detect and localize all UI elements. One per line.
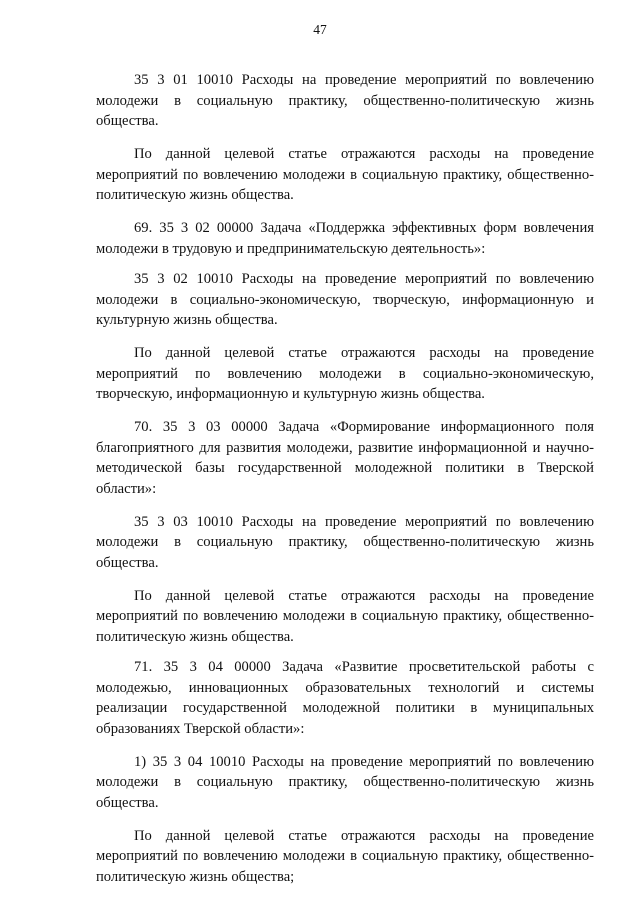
paragraph-8: По данной целевой статье отражаются расходы на проведение мероприятий по вовлечению молодежи в социальную практику, общественно-политическую жизнь общества. bbox=[96, 587, 594, 645]
paragraph-1: 35 3 01 10010 Расходы на проведение мероприятий по вовлечению молодежи в социальную практику, общественно-политическую жизнь общества. bbox=[96, 72, 594, 129]
document-body bbox=[96, 70, 594, 900]
paragraph-6: 70. 35 3 03 00000 Задача «Формирование информационного поля благоприятного для развития молодежи, развитие информационной и научно-методической базы государственной молодежной политики в Тверской области»: bbox=[96, 419, 594, 497]
paragraph-7: 35 3 03 10010 Расходы на проведение мероприятий по вовлечению молодежи в социальную практику, общественно-политическую жизнь общества. bbox=[96, 513, 594, 571]
paragraph-3: 69. 35 3 02 00000 Задача «Поддержка эффективных форм вовлечения молодежи в трудовую и предпринимательскую деятельность»: bbox=[96, 220, 594, 257]
paragraph-2: По данной целевой статье отражаются расходы на проведение мероприятий по вовлечению молодежи в социальную практику, общественно-политическую жизнь общества. bbox=[96, 146, 594, 203]
paragraph-4: 35 3 02 10010 Расходы на проведение мероприятий по вовлечению молодежи в социально-экономическую, творческую, информационную и культурную жизнь общества. bbox=[96, 271, 594, 328]
paragraph-5: По данной целевой статье отражаются расходы на проведение мероприятий по вовлечению молодежи в социально-экономическую, творческую, информационную и культурную жизнь общества. bbox=[96, 345, 594, 402]
paragraph-11: По данной целевой статье отражаются расходы на проведение мероприятий по вовлечению молодежи в социальную практику, общественно-политическую жизнь общества; bbox=[96, 827, 594, 885]
paragraph-10: 1) 35 3 04 10010 Расходы на проведение мероприятий по вовлечению молодежи в социальную практику, общественно-политическую жизнь общества. bbox=[96, 753, 594, 811]
page-number: 47 bbox=[313, 22, 327, 37]
paragraph-9: 71. 35 3 04 00000 Задача «Развитие просветительской работы с молодежью, инновационных образовательных технологий и системы реализации государственной молодежной политики в муниципальных образованиях Тверской области»: bbox=[96, 659, 594, 737]
